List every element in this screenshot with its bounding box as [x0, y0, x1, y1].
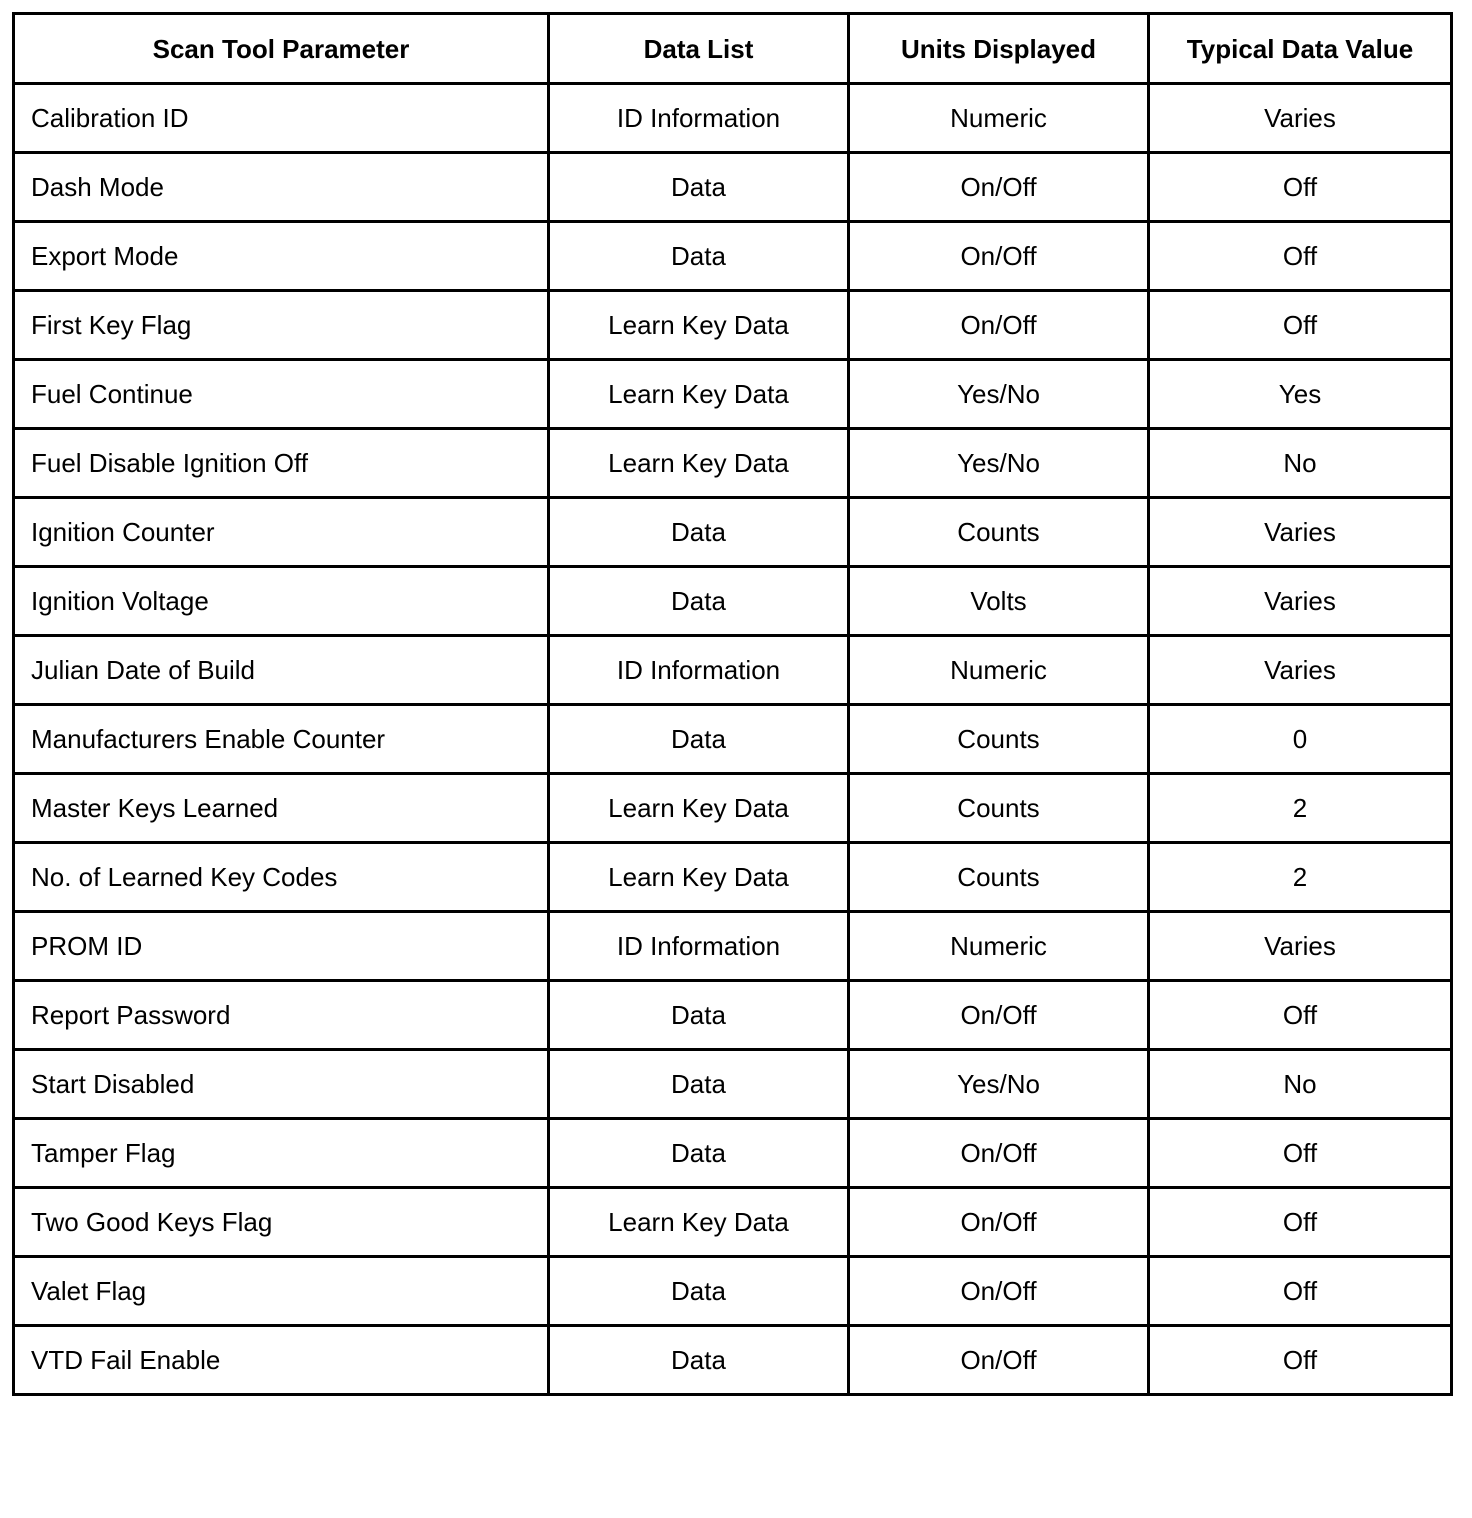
cell-units-displayed: Volts: [849, 567, 1149, 636]
table-row: [14, 153, 1452, 222]
cell-typical-data-value: Varies: [1149, 567, 1452, 636]
cell-data-list: Learn Key Data: [549, 843, 849, 912]
cell-units-displayed: On/Off: [849, 222, 1149, 291]
cell-scan-tool-parameter: Dash Mode: [14, 153, 549, 222]
cell-data-list: Data: [549, 222, 849, 291]
cell-typical-data-value: Yes: [1149, 360, 1452, 429]
cell-typical-data-value: 2: [1149, 843, 1452, 912]
cell-typical-data-value: Off: [1149, 981, 1452, 1050]
cell-typical-data-value: Varies: [1149, 912, 1452, 981]
cell-data-list: Learn Key Data: [549, 774, 849, 843]
cell-scan-tool-parameter: Two Good Keys Flag: [14, 1188, 549, 1257]
cell-typical-data-value: Off: [1149, 291, 1452, 360]
cell-units-displayed: Numeric: [849, 84, 1149, 153]
cell-units-displayed: Counts: [849, 705, 1149, 774]
cell-units-displayed: On/Off: [849, 1257, 1149, 1326]
cell-scan-tool-parameter: No. of Learned Key Codes: [14, 843, 549, 912]
cell-scan-tool-parameter: First Key Flag: [14, 291, 549, 360]
cell-scan-tool-parameter: Valet Flag: [14, 1257, 549, 1326]
cell-units-displayed: Numeric: [849, 636, 1149, 705]
cell-units-displayed: On/Off: [849, 1188, 1149, 1257]
cell-units-displayed: On/Off: [849, 291, 1149, 360]
table-row: [14, 498, 1452, 567]
table-row: [14, 291, 1452, 360]
cell-scan-tool-parameter: Start Disabled: [14, 1050, 549, 1119]
cell-scan-tool-parameter: Manufacturers Enable Counter: [14, 705, 549, 774]
cell-scan-tool-parameter: Master Keys Learned: [14, 774, 549, 843]
cell-scan-tool-parameter: Ignition Counter: [14, 498, 549, 567]
table-row: [14, 705, 1452, 774]
cell-typical-data-value: Varies: [1149, 84, 1452, 153]
table-row: [14, 222, 1452, 291]
table-row: [14, 912, 1452, 981]
cell-data-list: Data: [549, 1050, 849, 1119]
table-row: [14, 1257, 1452, 1326]
cell-data-list: Data: [549, 705, 849, 774]
cell-typical-data-value: 2: [1149, 774, 1452, 843]
cell-scan-tool-parameter: Ignition Voltage: [14, 567, 549, 636]
cell-units-displayed: Yes/No: [849, 1050, 1149, 1119]
cell-data-list: Data: [549, 567, 849, 636]
table-row: [14, 636, 1452, 705]
cell-scan-tool-parameter: Julian Date of Build: [14, 636, 549, 705]
cell-units-displayed: Counts: [849, 774, 1149, 843]
cell-data-list: Learn Key Data: [549, 291, 849, 360]
cell-data-list: Data: [549, 153, 849, 222]
header-units-displayed: Units Displayed: [849, 14, 1149, 84]
cell-scan-tool-parameter: Fuel Disable Ignition Off: [14, 429, 549, 498]
cell-typical-data-value: 0: [1149, 705, 1452, 774]
table-row: [14, 1050, 1452, 1119]
table-header-row: [14, 14, 1452, 84]
cell-typical-data-value: Varies: [1149, 498, 1452, 567]
table-row: [14, 429, 1452, 498]
cell-data-list: Data: [549, 1257, 849, 1326]
cell-data-list: Learn Key Data: [549, 360, 849, 429]
table-row: [14, 567, 1452, 636]
cell-typical-data-value: Varies: [1149, 636, 1452, 705]
scan-tool-parameter-table: [12, 12, 1453, 1396]
cell-typical-data-value: Off: [1149, 1326, 1452, 1395]
cell-typical-data-value: No: [1149, 1050, 1452, 1119]
cell-units-displayed: Numeric: [849, 912, 1149, 981]
cell-units-displayed: On/Off: [849, 1326, 1149, 1395]
header-typical-data-value: Typical Data Value: [1149, 14, 1452, 84]
cell-data-list: Data: [549, 981, 849, 1050]
table-row: [14, 981, 1452, 1050]
cell-units-displayed: Yes/No: [849, 429, 1149, 498]
cell-scan-tool-parameter: Export Mode: [14, 222, 549, 291]
cell-units-displayed: Counts: [849, 498, 1149, 567]
cell-units-displayed: On/Off: [849, 1119, 1149, 1188]
cell-typical-data-value: Off: [1149, 1257, 1452, 1326]
table-row: [14, 1326, 1452, 1395]
cell-scan-tool-parameter: Report Password: [14, 981, 549, 1050]
table-row: [14, 1119, 1452, 1188]
cell-units-displayed: Counts: [849, 843, 1149, 912]
cell-data-list: ID Information: [549, 636, 849, 705]
cell-scan-tool-parameter: Fuel Continue: [14, 360, 549, 429]
table-row: [14, 843, 1452, 912]
cell-data-list: Data: [549, 498, 849, 567]
table-row: [14, 84, 1452, 153]
header-data-list: Data List: [549, 14, 849, 84]
cell-data-list: Learn Key Data: [549, 1188, 849, 1257]
cell-data-list: ID Information: [549, 912, 849, 981]
cell-data-list: Data: [549, 1326, 849, 1395]
cell-units-displayed: On/Off: [849, 981, 1149, 1050]
table-row: [14, 1188, 1452, 1257]
cell-typical-data-value: Off: [1149, 1119, 1452, 1188]
cell-scan-tool-parameter: Tamper Flag: [14, 1119, 549, 1188]
cell-typical-data-value: No: [1149, 429, 1452, 498]
cell-units-displayed: On/Off: [849, 153, 1149, 222]
cell-units-displayed: Yes/No: [849, 360, 1149, 429]
cell-scan-tool-parameter: Calibration ID: [14, 84, 549, 153]
table-body: [14, 84, 1452, 1395]
cell-data-list: Data: [549, 1119, 849, 1188]
cell-typical-data-value: Off: [1149, 222, 1452, 291]
cell-data-list: ID Information: [549, 84, 849, 153]
cell-typical-data-value: Off: [1149, 153, 1452, 222]
cell-data-list: Learn Key Data: [549, 429, 849, 498]
cell-scan-tool-parameter: VTD Fail Enable: [14, 1326, 549, 1395]
cell-scan-tool-parameter: PROM ID: [14, 912, 549, 981]
header-scan-tool-parameter: Scan Tool Parameter: [14, 14, 549, 84]
table-row: [14, 360, 1452, 429]
cell-typical-data-value: Off: [1149, 1188, 1452, 1257]
table-row: [14, 774, 1452, 843]
